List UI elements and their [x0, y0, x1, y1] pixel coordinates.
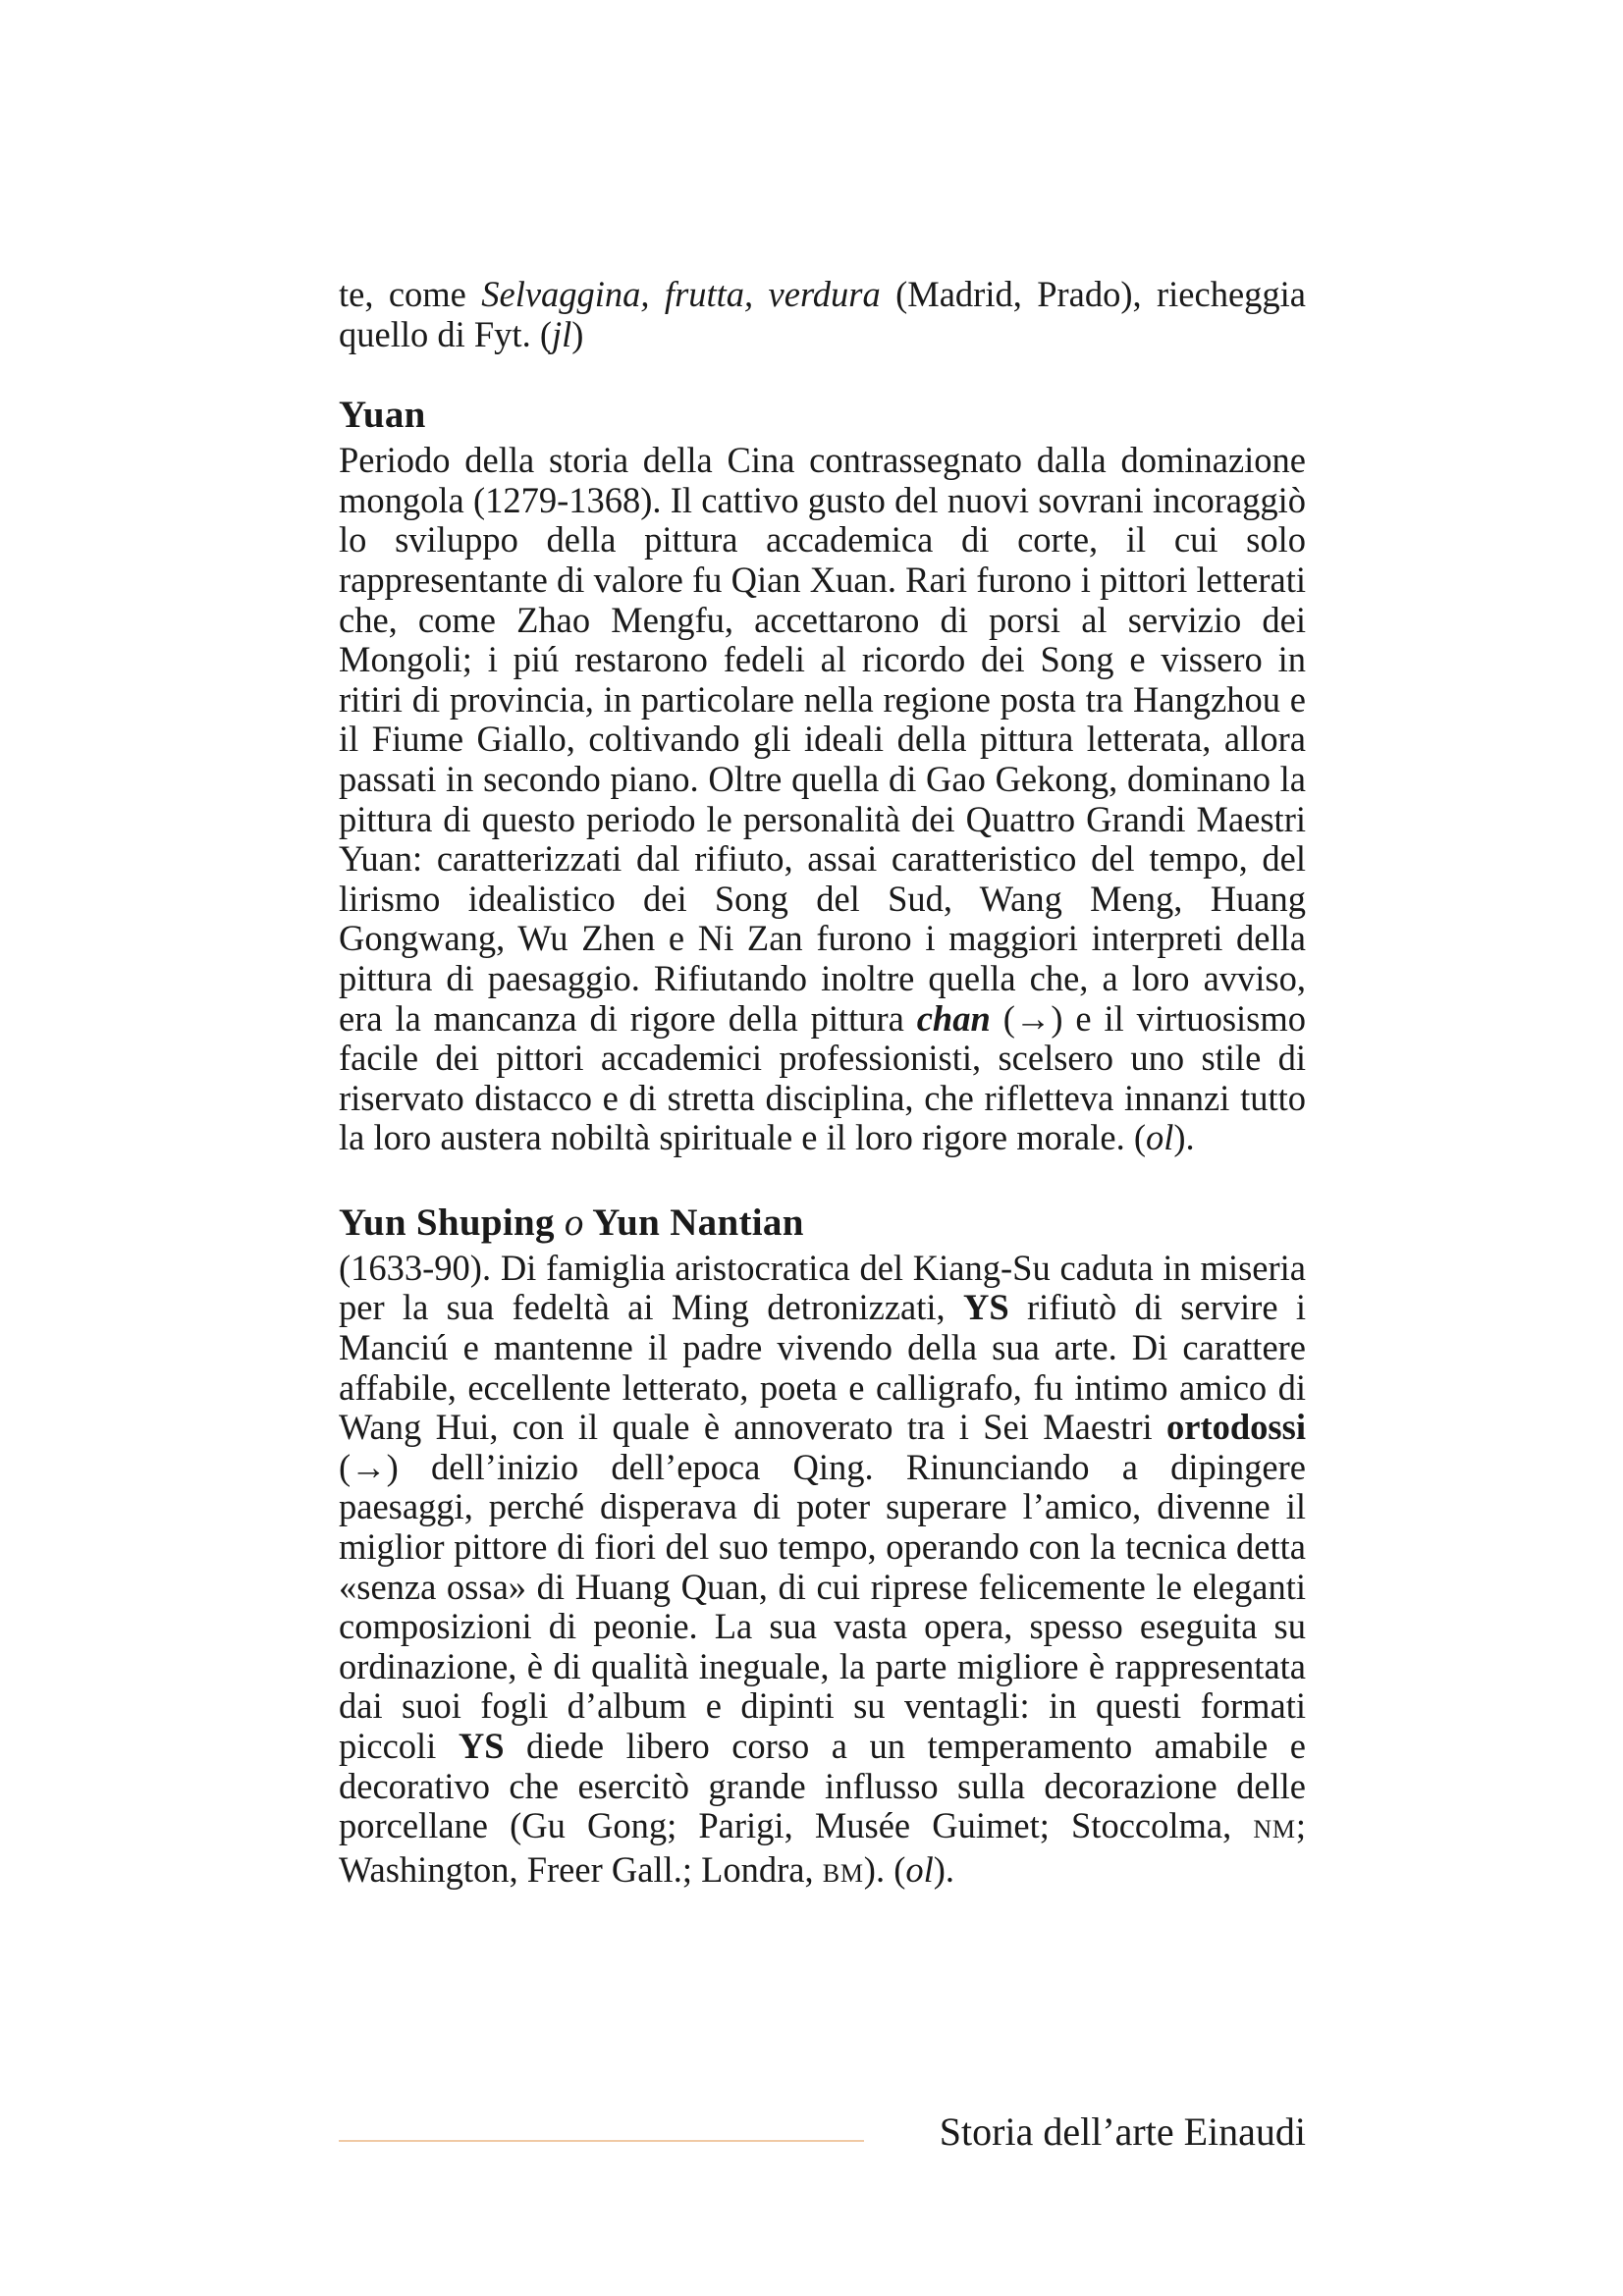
author-initials: ol [1145, 1117, 1174, 1158]
body-text: dell’inizio dell’epoca Qing. Rinunciando a dipingere paesaggi, perché disperava di poter superare l’amico, divenne il miglior pittore di fiori del suo tempo, operando con la tecnica detta «senza ossa» di Huang Quan, di cui riprese felicemente le eleganti composizioni di peonie. La sua vasta opera, spesso eseguita su ordinazione, è di qualità ineguale, la parte migliore è rappresentata dai suoi fogli d’album e dipinti su ventagli: in questi formati piccoli [339, 1446, 1306, 1766]
intro-paragraph [339, 275, 1306, 354]
entry-body [339, 1249, 1306, 1895]
entry-title-name: Yun Nantian [592, 1201, 804, 1244]
author-initials: jl [551, 313, 572, 354]
footer-title: Storia dell’arte Einaudi [939, 2109, 1306, 2154]
document-page [339, 275, 1306, 1935]
cross-reference[interactable]: chan [916, 997, 991, 1039]
abbreviation: YS [458, 1726, 505, 1766]
arrow-icon: (→) [339, 1446, 399, 1487]
intro-text: te, come [339, 274, 482, 314]
entry-title: Yuan [339, 394, 426, 437]
body-text: ). ( [863, 1848, 906, 1890]
body-text: Periodo della storia della Cina contrassegnato dalla dominazione mongola (1279-1368). Il cattivo gusto del nuovi sovrani incoraggiò lo sviluppo della pittura accademica di corte, il cui solo rappresentante di valore fu Qian Xuan. Rari furono i pittori letterati che, come Zhao Mengfu, accettarono di porsi al servizio dei Mongoli; i piú restarono fedeli al ricordo dei Song e vissero in ritiri di provincia, in particolare nella regione posta tra Hangzhou e il Fiume Giallo, coltivando gli ideali della pittura letterata, allora passati in secondo piano. Oltre quella di Gao Gekong, dominano la pittura di questo periodo le personalità dei Quattro Grandi Maestri Yuan: caratterizzati dal rifiuto, assai caratteristico del tempo, del lirismo idealistico dei Song del Sud, Wang Meng, Huang Gongwang, Wu Zhen e Ni Zan furono i maggiori interpreti della pittura di paesaggio. Rifiutando inoltre quella che, a loro avviso, era la mancanza di rigore della pittura [339, 440, 1306, 1039]
footer-rule [339, 2140, 864, 2142]
museum-abbreviation: NM [1253, 1815, 1296, 1844]
body-text: ; Washington, Freer Gall.; Londra, [339, 1805, 1306, 1890]
intro-text: ) [571, 313, 584, 354]
cross-reference[interactable]: ortodossi [1166, 1407, 1306, 1448]
work-title: Selvaggina, frutta, verdura [481, 274, 881, 314]
intro-text: (Madrid, Prado), riecheggia quello di Fyt. ( [339, 274, 1307, 354]
entry-yun-shuping [339, 1200, 1306, 1895]
museum-abbreviation: BM [822, 1858, 864, 1888]
entry-title [339, 1200, 1306, 1247]
body-text: ). [933, 1848, 955, 1890]
entry-title-name: Yun Shuping [339, 1201, 555, 1244]
author-initials: ol [905, 1848, 934, 1890]
entry-yuan [339, 392, 1306, 1158]
body-text: diede libero corso a un temperamento amabile e decorativo che esercitò grande influsso sulla decorazione delle porcellane (Gu Gong; Parigi, Musée Guimet; Stoccolma, [339, 1726, 1307, 1846]
page-footer [339, 2109, 1306, 2158]
entry-title-conjunction: o [564, 1201, 584, 1244]
body-text: e il virtuosismo facile dei pittori accademici professionisti, scelsero uno stile di riservato distacco e di stretta disciplina, che rifletteva innanzi tutto la loro austera nobiltà spirituale e il loro rigore morale. ( [339, 997, 1307, 1158]
arrow-icon: (→) [1002, 997, 1063, 1039]
abbreviation: YS [962, 1287, 1009, 1328]
body-text: rifiutò di servire i Manciú e mantenne il padre vivendo della sua arte. Di carattere affabile, eccellente letterato, poeta e calligrafo, fu intimo amico di Wang Hui, con il quale è annoverato tra i Sei Maestri [339, 1287, 1306, 1448]
body-text: ). [1173, 1117, 1195, 1158]
entry-body [339, 441, 1306, 1158]
body-text: (1633-90). Di famiglia aristocratica del Kiang-Su caduta in miseria per la sua fedeltà ai Ming detronizzati, [339, 1247, 1306, 1328]
